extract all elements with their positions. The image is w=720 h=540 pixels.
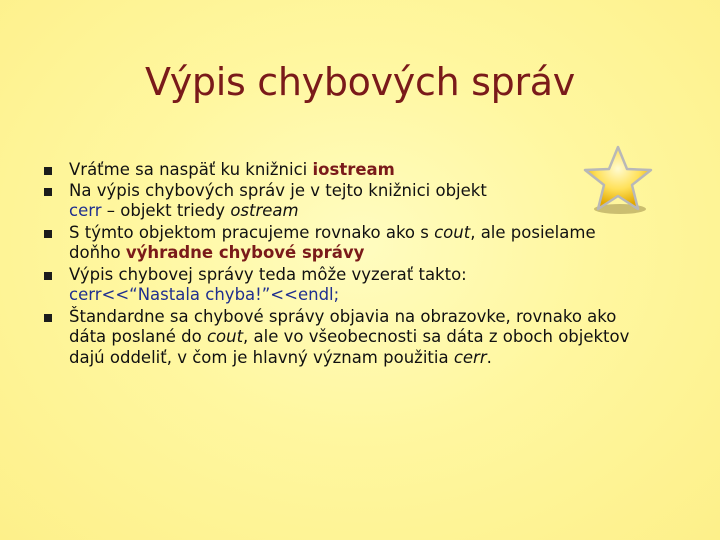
bullet-line: Na výpis chybových správ je v tejto knižnici objekt [69, 180, 487, 200]
bullet-item [44, 307, 694, 369]
bullet-item [44, 160, 694, 181]
square-bullet-icon [44, 272, 52, 280]
bullet-line: cerr – objekt triedy ostream [69, 201, 299, 220]
bullet-line: Výpis chybovej správy teda môže vyzerať takto: [69, 264, 467, 284]
square-bullet-icon [44, 188, 52, 196]
square-bullet-icon [44, 314, 52, 322]
code-snippet: cerr<<“Nastala chyba!”<<endl; [69, 285, 340, 304]
bullet-line: S týmto objektom pracujeme rovnako ako s cout, ale posielame [69, 222, 596, 242]
bullet-line: dajú oddeliť, v čom je hlavný význam použitia cerr. [69, 347, 492, 367]
slide-title: Výpis chybových správ [145, 60, 575, 104]
bullet-line: Vráťme sa naspäť ku knižnici iostream [69, 160, 395, 179]
bullet-list [44, 160, 694, 368]
emphasis-text: výhradne chybové správy [125, 243, 365, 262]
bullet-line: doňho výhradne chybové správy [69, 243, 365, 262]
bullet-line: dáta poslané do cout, ale vo všeobecnosti sa dáta z oboch objektov [69, 327, 630, 346]
square-bullet-icon [44, 167, 52, 175]
square-bullet-icon [44, 230, 52, 238]
class-name: iostream [312, 160, 395, 179]
bullet-line: Štandardne sa chybové správy objavia na obrazovke, rovnako ako [69, 306, 617, 326]
bullet-item [44, 265, 694, 306]
bullet-item [44, 223, 694, 264]
class-name: ostream [230, 201, 299, 220]
code-snippet: cerr [69, 201, 102, 220]
bullet-item [44, 181, 694, 222]
